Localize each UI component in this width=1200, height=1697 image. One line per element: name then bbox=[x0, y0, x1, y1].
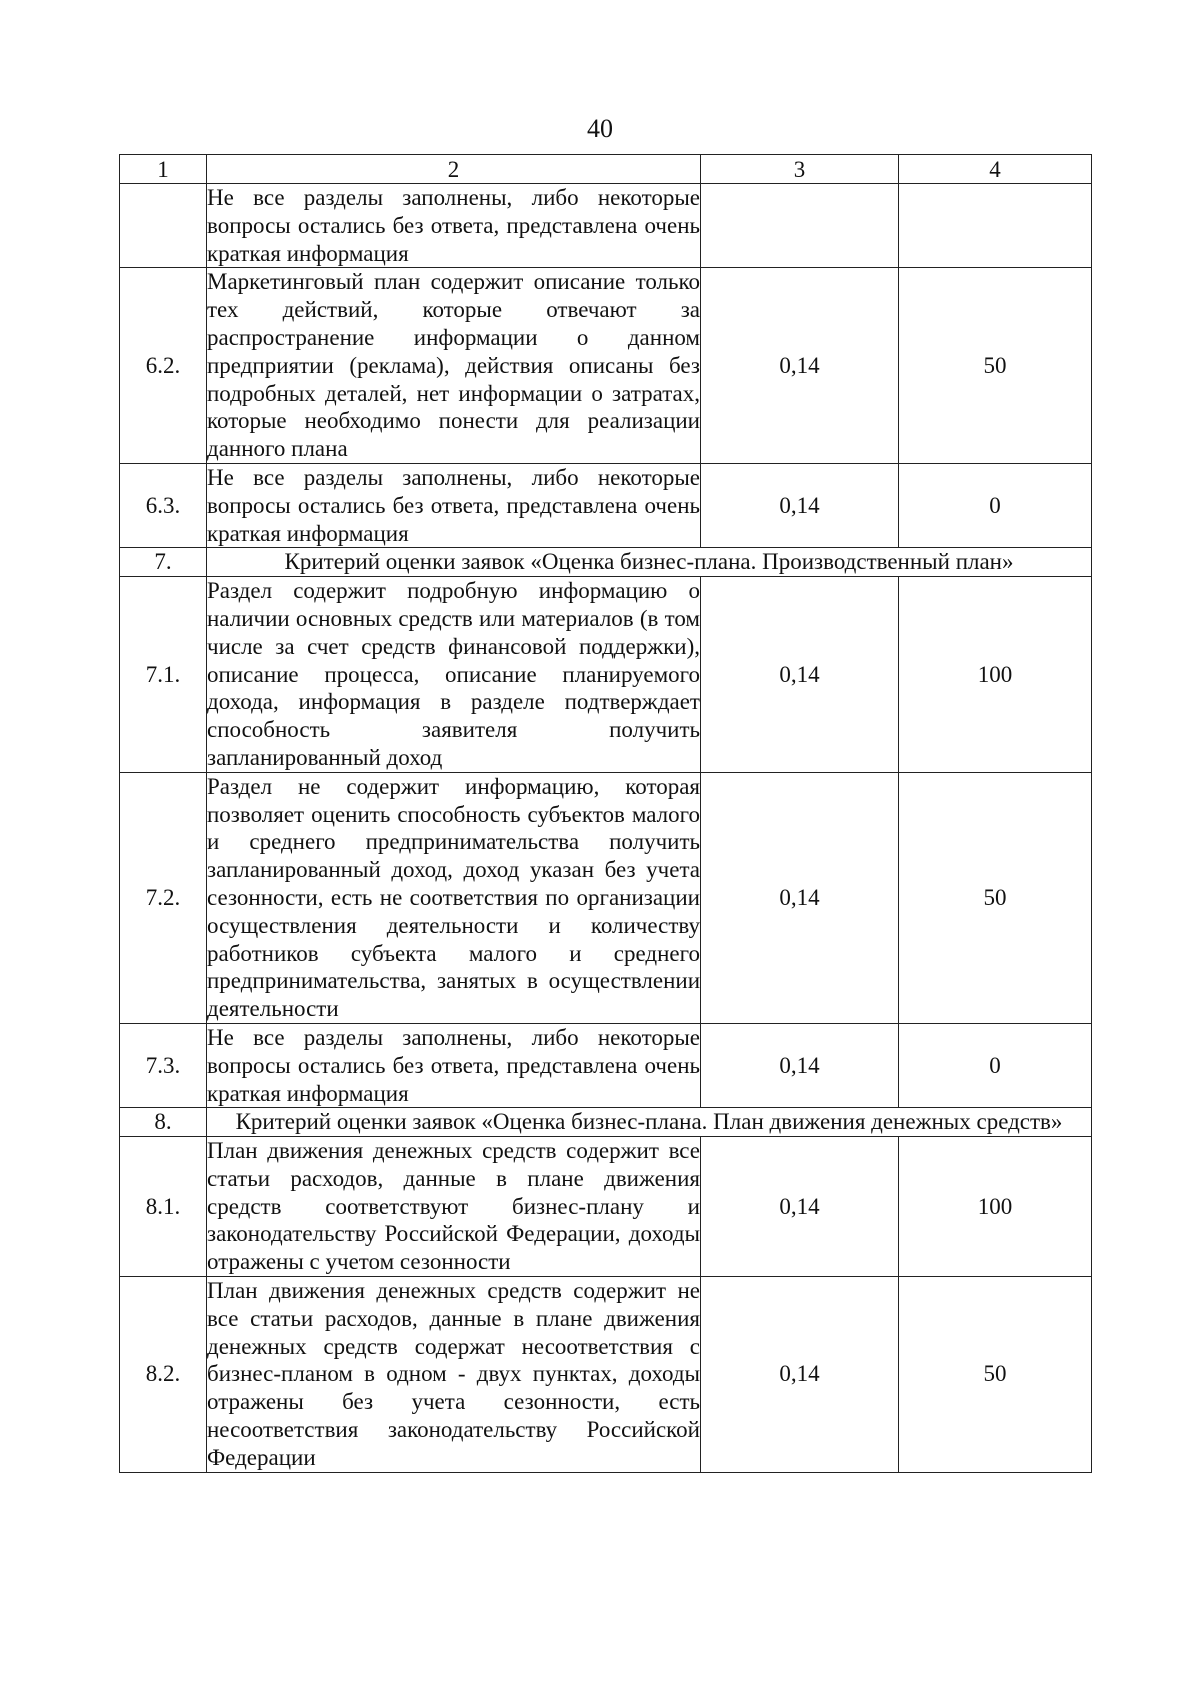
row-score: 50 bbox=[899, 1277, 1092, 1473]
column-header-row bbox=[120, 155, 1092, 184]
table-row bbox=[120, 577, 1092, 773]
column-header-2: 2 bbox=[207, 155, 701, 184]
row-number: 7.3. bbox=[120, 1023, 207, 1107]
row-description: Не все разделы заполнены, либо некоторые вопросы остались без ответа, представлена очень краткая информация bbox=[207, 463, 701, 547]
row-number: 7.1. bbox=[120, 577, 207, 773]
row-number: 6.2. bbox=[120, 268, 207, 464]
row-score bbox=[899, 184, 1092, 268]
table-row bbox=[120, 1023, 1092, 1107]
table-row bbox=[120, 463, 1092, 547]
row-weight: 0,14 bbox=[701, 1023, 899, 1107]
row-number: 6.3. bbox=[120, 463, 207, 547]
row-score: 50 bbox=[899, 772, 1092, 1023]
section-row bbox=[120, 1108, 1092, 1137]
row-score: 0 bbox=[899, 463, 1092, 547]
section-title: Критерий оценки заявок «Оценка бизнес-плана. Производственный план» bbox=[207, 548, 1092, 577]
row-number: 8.1. bbox=[120, 1137, 207, 1277]
table-row bbox=[120, 772, 1092, 1023]
section-title: Критерий оценки заявок «Оценка бизнес-плана. План движения денежных средств» bbox=[207, 1108, 1092, 1137]
row-weight: 0,14 bbox=[701, 268, 899, 464]
table-row bbox=[120, 268, 1092, 464]
section-number: 8. bbox=[120, 1108, 207, 1137]
row-description: Раздел содержит подробную информацию о наличии основных средств или материалов (в том числе за счет средств финансовой поддержки), описание процесса, описание планируемого дохода, информация в разделе подтверждает способность заявителя получить запланированный доход bbox=[207, 577, 701, 773]
table-row bbox=[120, 1137, 1092, 1277]
column-header-1: 1 bbox=[120, 155, 207, 184]
row-description: Маркетинговый план содержит описание только тех действий, которые отвечают за распространение информации о данном предприятии (реклама), действия описаны без подробных деталей, нет информации о затратах, которые необходимо понести для реализации данного плана bbox=[207, 268, 701, 464]
row-description: План движения денежных средств содержит не все статьи расходов, данные в плане движения денежных средств содержат несоответствия с бизнес-планом в одном - двух пунктах, доходы отражены без учета сезонности, есть несоответствия законодательству Российской Федерации bbox=[207, 1277, 701, 1473]
section-row bbox=[120, 548, 1092, 577]
table-row bbox=[120, 1277, 1092, 1473]
row-weight: 0,14 bbox=[701, 577, 899, 773]
table-row bbox=[120, 184, 1092, 268]
row-number bbox=[120, 184, 207, 268]
row-description: Не все разделы заполнены, либо некоторые вопросы остались без ответа, представлена очень краткая информация bbox=[207, 184, 701, 268]
row-weight bbox=[701, 184, 899, 268]
row-weight: 0,14 bbox=[701, 1277, 899, 1473]
row-score: 100 bbox=[899, 577, 1092, 773]
row-weight: 0,14 bbox=[701, 463, 899, 547]
column-header-3: 3 bbox=[701, 155, 899, 184]
page-number: 40 bbox=[587, 114, 613, 143]
row-score: 100 bbox=[899, 1137, 1092, 1277]
row-description: Не все разделы заполнены, либо некоторые вопросы остались без ответа, представлена очень краткая информация bbox=[207, 1023, 701, 1107]
row-score: 0 bbox=[899, 1023, 1092, 1107]
section-number: 7. bbox=[120, 548, 207, 577]
row-number: 7.2. bbox=[120, 772, 207, 1023]
row-description: Раздел не содержит информацию, которая позволяет оценить способность субъектов малого и среднего предпринимательства получить запланированный доход, доход указан без учета сезонности, есть не соответствия по организации осуществления деятельности и количеству работников субъекта малого и среднего предпринимательства, занятых в осуществлении деятельности bbox=[207, 772, 701, 1023]
criteria-table bbox=[119, 154, 1092, 1473]
column-header-4: 4 bbox=[899, 155, 1092, 184]
row-number: 8.2. bbox=[120, 1277, 207, 1473]
row-description: План движения денежных средств содержит все статьи расходов, данные в плане движения средств соответствуют бизнес-плану и законодательству Российской Федерации, доходы отражены с учетом сезонности bbox=[207, 1137, 701, 1277]
row-weight: 0,14 bbox=[701, 1137, 899, 1277]
row-weight: 0,14 bbox=[701, 772, 899, 1023]
row-score: 50 bbox=[899, 268, 1092, 464]
